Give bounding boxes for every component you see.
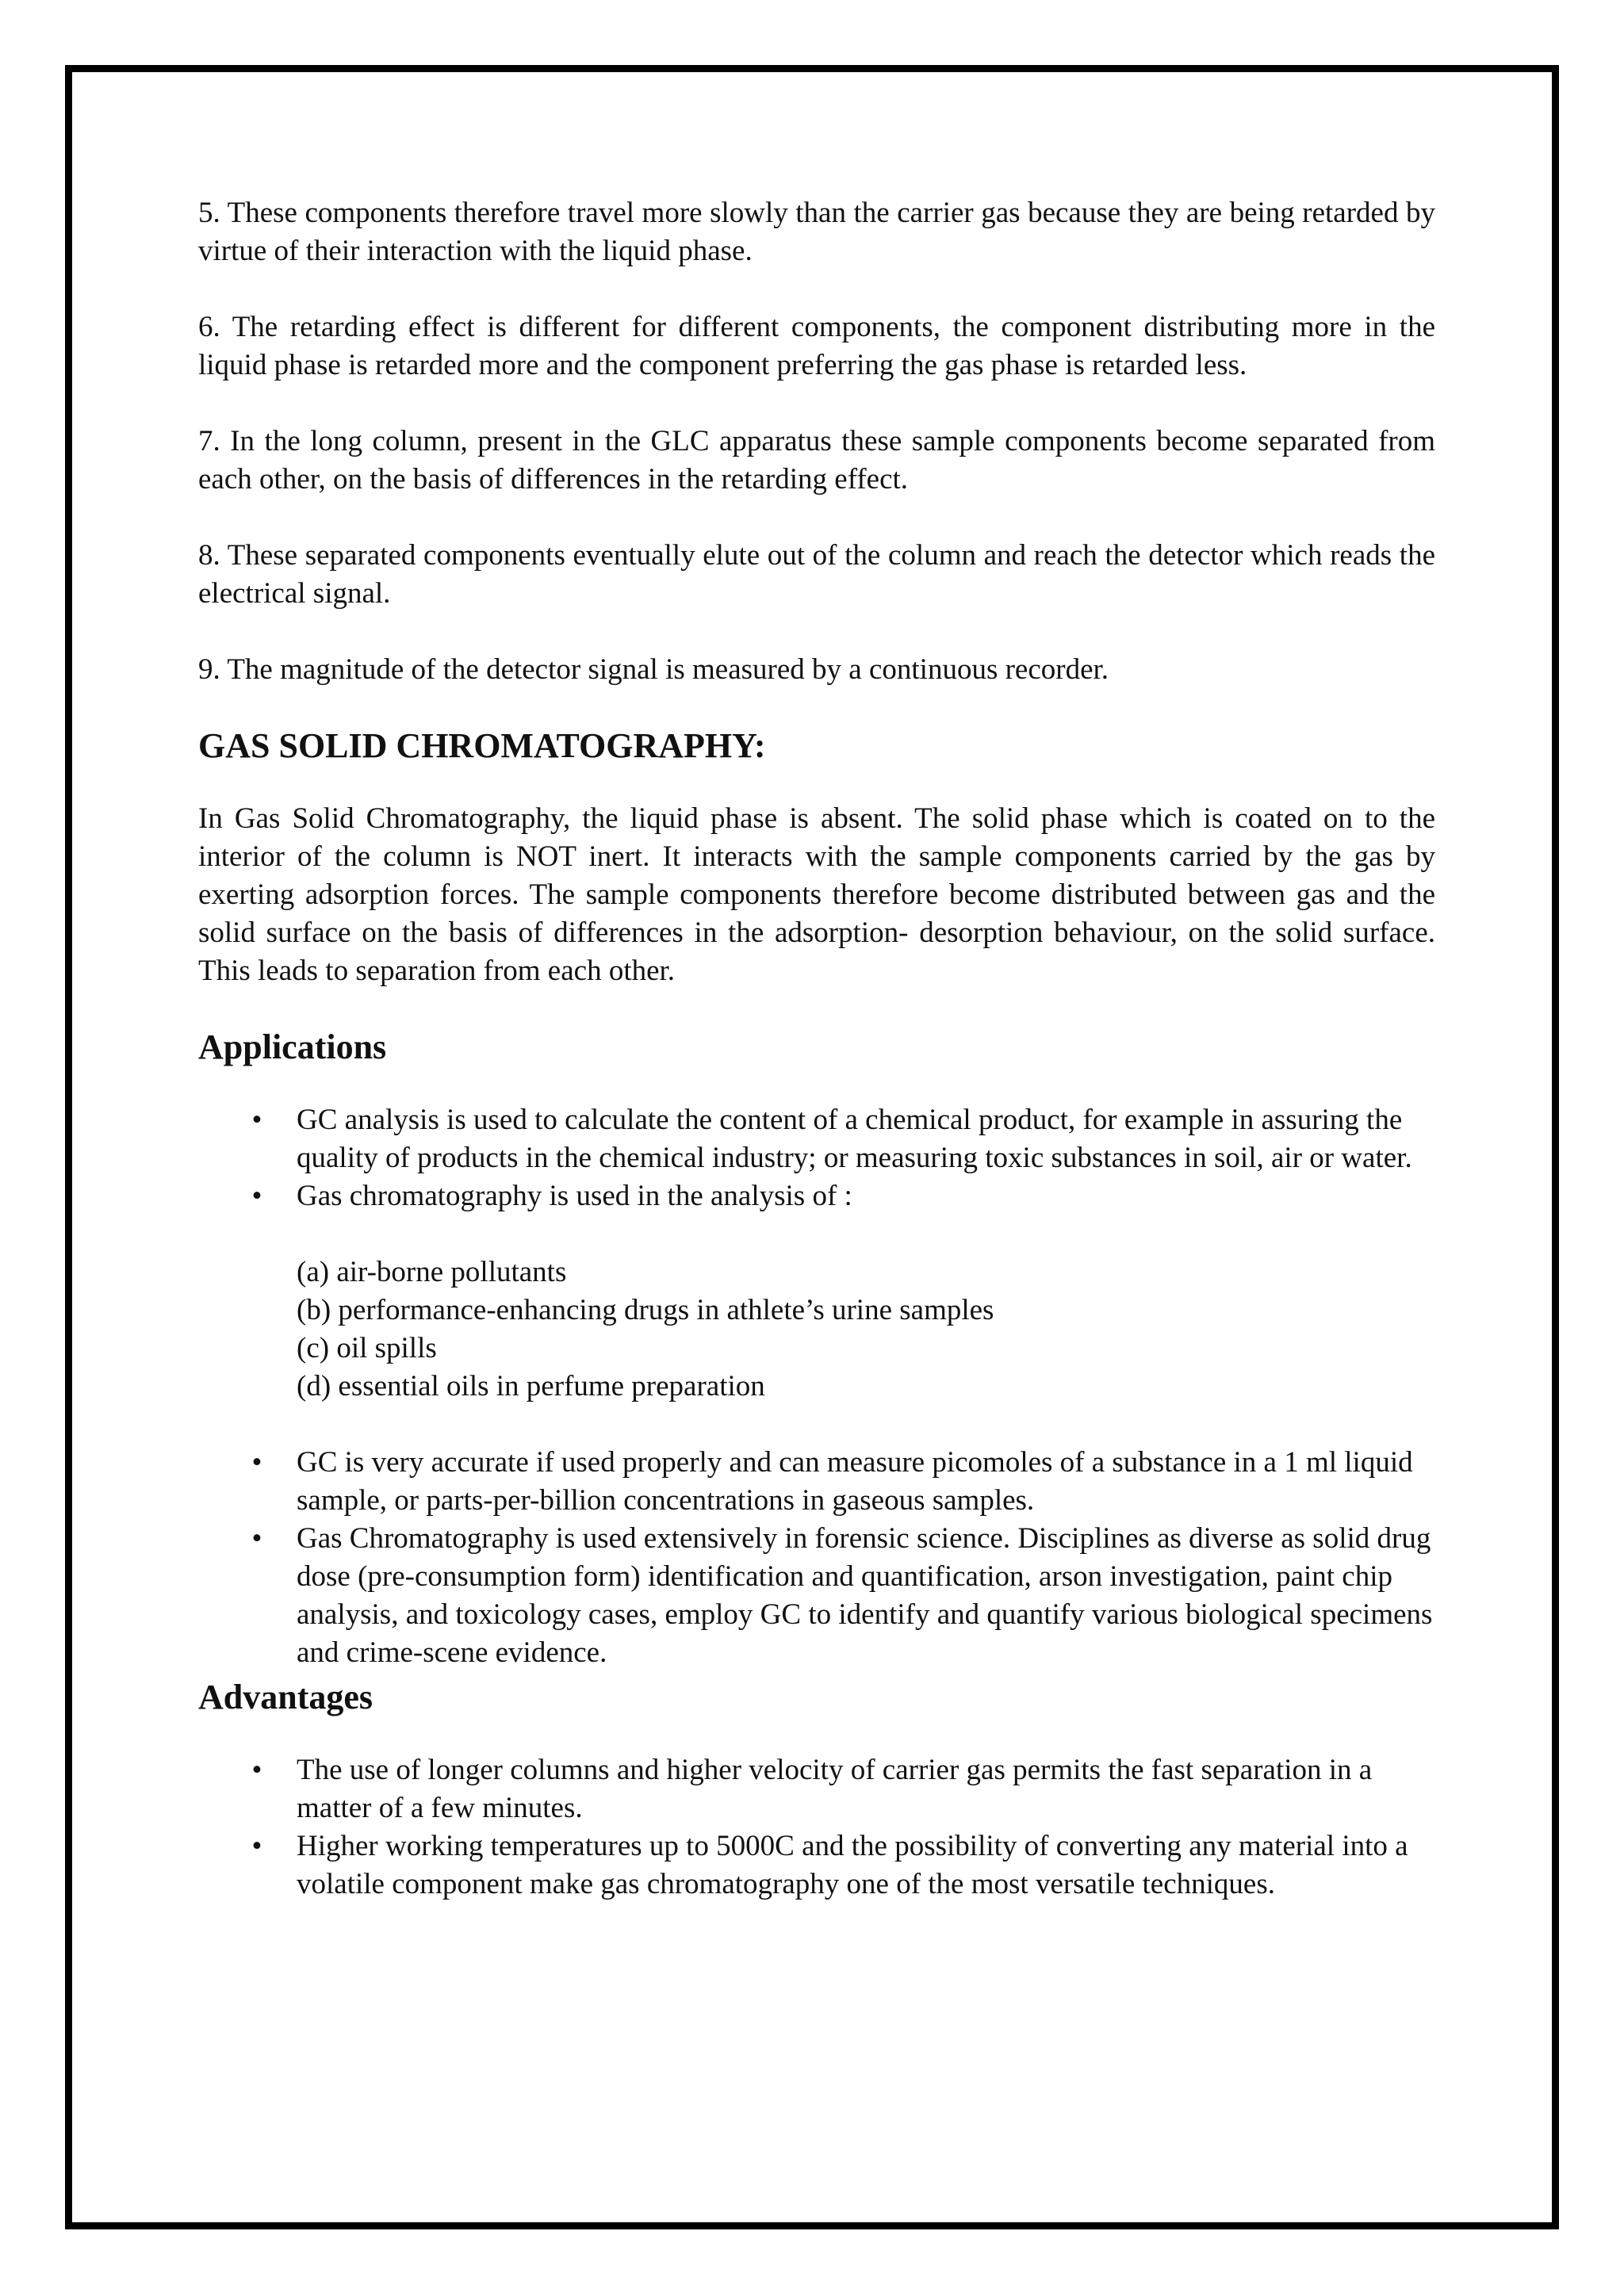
bullet-icon: • (251, 1180, 262, 1212)
applications-list (198, 1101, 1435, 1215)
sublist-item: (d) essential oils in perfume preparation (297, 1370, 765, 1402)
bullet-icon: • (251, 1446, 262, 1479)
point-8: 8. These separated components eventually elute out of the column and reach the detector which reads the electrical signal. (198, 539, 1435, 610)
point-6: 6. The retarding effect is different for different components, the component distributing more in the liquid phase is retarded more and the component preferring the gas phase is retarded less. (198, 311, 1435, 381)
sublist-item: (a) air-borne pollutants (297, 1256, 567, 1288)
gsc-paragraph: In Gas Solid Chromatography, the liquid phase is absent. The solid phase which is coated on to the interior of the column is NOT inert. It interacts with the sample components carried by the gas by exerting adsorption forces. The sample components therefore become distributed between gas and the solid surface on the basis of differences in the adsorption- desorption behaviour, on the solid surface. This leads to separation from each other. (198, 802, 1435, 987)
gsc-heading: GAS SOLID CHROMATOGRAPHY: (198, 726, 766, 765)
advantages-list (198, 1751, 1435, 1904)
applications-list-continued (198, 1444, 1435, 1672)
sublist-item: (c) oil spills (297, 1332, 437, 1364)
list-item (198, 1827, 1435, 1904)
list-item-text: GC analysis is used to calculate the content of a chemical product, for example in assuring the quality of products in the chemical industry; or measuring toxic substances in soil, air or water. (297, 1104, 1412, 1174)
sublist-item: (b) performance-enhancing drugs in athlete’s urine samples (297, 1294, 994, 1326)
list-item-text: Gas chromatography is used in the analysis of : (297, 1180, 852, 1212)
list-item (198, 1520, 1435, 1672)
list-item-text: Higher working temperatures up to 5000C and the possibility of converting any material into a volatile component make gas chromatography one of the most versatile techniques. (297, 1830, 1408, 1900)
point-7: 7. In the long column, present in the GLC apparatus these sample components become separated from each other, on the basis of differences in the retarding effect. (198, 425, 1435, 496)
list-item-text: GC is very accurate if used properly and can measure picomoles of a substance in a 1 ml liquid sample, or parts-per-billion concentrations in gaseous samples. (297, 1446, 1413, 1517)
document-body (198, 194, 1435, 1904)
advantages-heading: Advantages (198, 1678, 373, 1716)
list-item-text: Gas Chromatography is used extensively in forensic science. Disciplines as diverse as solid drug dose (pre-consumption form) identification and quantification, arson investigation, paint chip analysis, and toxicology cases, employ GC to identify and quantify various biological specimens and crime-scene evidence. (297, 1522, 1433, 1669)
analysis-sublist (297, 1253, 1435, 1406)
list-item (198, 1751, 1435, 1827)
point-9: 9. The magnitude of the detector signal is measured by a continuous recorder. (198, 653, 1109, 686)
bullet-icon: • (251, 1830, 262, 1862)
bullet-icon: • (251, 1104, 262, 1136)
list-item (198, 1444, 1435, 1520)
list-item-text: The use of longer columns and higher velocity of carrier gas permits the fast separation in a matter of a few minutes. (297, 1754, 1373, 1824)
list-item (198, 1101, 1435, 1177)
bullet-icon: • (251, 1754, 262, 1786)
applications-heading: Applications (198, 1027, 387, 1066)
list-item (198, 1177, 1435, 1215)
bullet-icon: • (251, 1522, 262, 1555)
point-5: 5. These components therefore travel more slowly than the carrier gas because they are being retarded by virtue of their interaction with the liquid phase. (198, 197, 1435, 267)
